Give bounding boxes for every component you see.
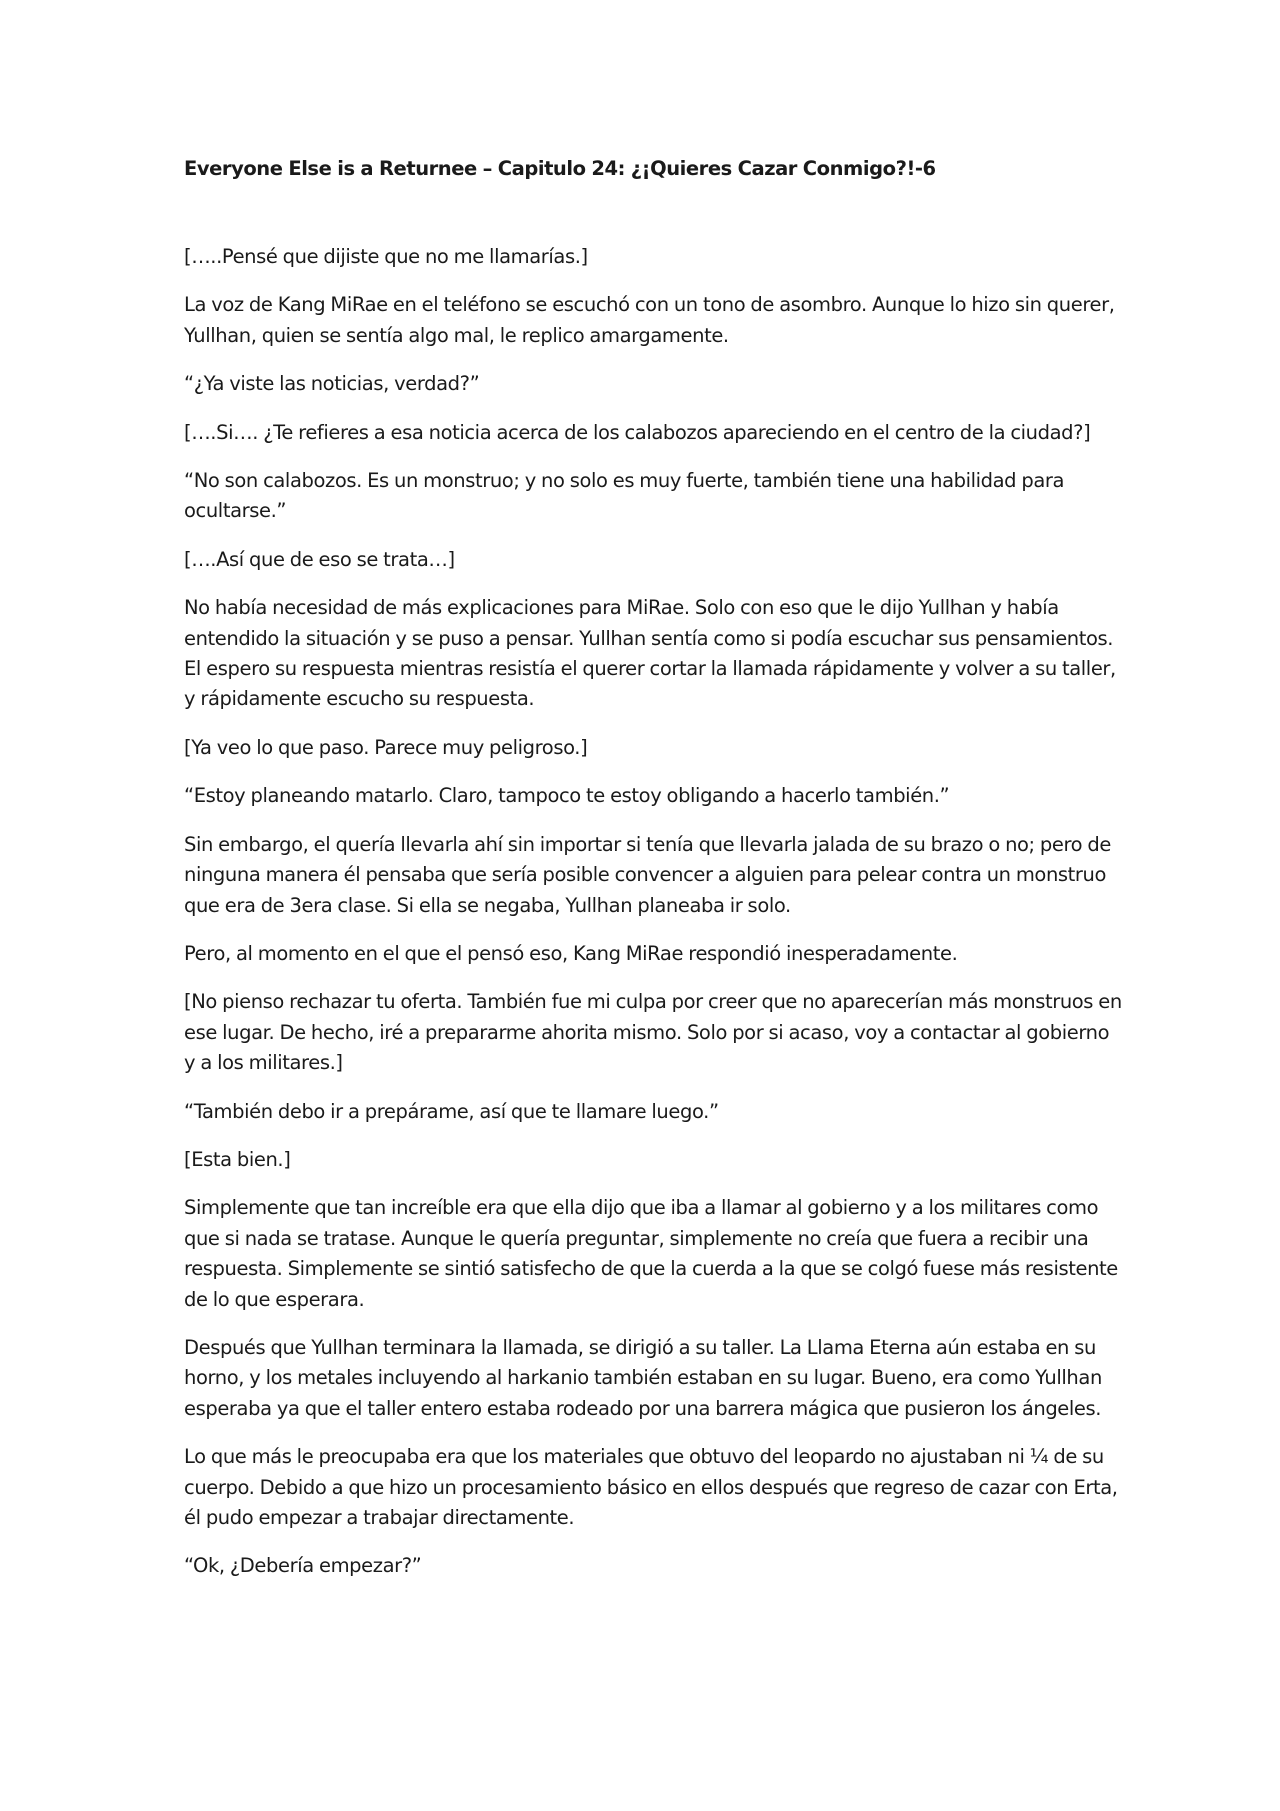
paragraph: […..Pensé que dijiste que no me llamarías.] <box>184 245 588 268</box>
paragraph: No había necesidad de más explicaciones para MiRae. Solo con eso que le dijo Yullhan y había entendido la situación y se puso a pensar. Yullhan sentía como si podía escuchar sus pensamientos. El espero su respuesta mientras resistía el querer cortar la llamada rápidamente y volver a su taller, y rápidamente escucho su respuesta. <box>184 596 1116 711</box>
paragraph: “También debo ir a prepárame, así que te llamare luego.” <box>184 1099 719 1123</box>
paragraph: Simplemente que tan increíble era que ella dijo que iba a llamar al gobierno y a los militares como que si nada se tratase. Aunque le quería preguntar, simplemente no creía que fuera a recibir una respuesta. Simplemente se sintió satisfecho de que la cuerda a la que se colgó fuese más resistente de lo que esperara. <box>184 1196 1118 1311</box>
paragraph: [Ya veo lo que paso. Parece muy peligroso.] <box>184 735 588 759</box>
paragraph: “Estoy planeando matarlo. Claro, tampoco te estoy obligando a hacerlo también.” <box>184 784 950 808</box>
paragraph: [….Así que de eso se trata…] <box>184 547 455 571</box>
paragraph: Pero, al momento en el que el pensó eso, Kang MiRae respondió inesperadamente. <box>184 941 958 965</box>
document-page <box>184 154 1124 1600</box>
paragraph: “No son calabozos. Es un monstruo; y no solo es muy fuerte, también tiene una habilidad para ocultarse.” <box>184 469 1065 523</box>
paragraph: Lo que más le preocupaba era que los materiales que obtuvo del leopardo no ajustaban ni ¼ de su cuerpo. Debido a que hizo un procesamiento básico en ellos después que regreso de cazar con Erta, él pudo empezar a trabajar directamente. <box>184 1445 1118 1529</box>
document-title: Everyone Else is a Returnee – Capitulo 24: ¿¡Quieres Cazar Conmigo?!-6 <box>184 157 936 180</box>
paragraph: [Esta bien.] <box>184 1147 291 1171</box>
paragraph: La voz de Kang MiRae en el teléfono se escuchó con un tono de asombro. Aunque lo hizo sin querer, Yullhan, quien se sentía algo mal, le replico amargamente. <box>184 293 1115 347</box>
paragraph: “Ok, ¿Debería empezar?” <box>184 1554 422 1578</box>
paragraph: [….Si…. ¿Te refieres a esa noticia acerca de los calabozos apareciendo en el centro de la ciudad?] <box>184 420 1091 444</box>
paragraph: “¿Ya viste las noticias, verdad?” <box>184 372 480 396</box>
paragraph: Sin embargo, el quería llevarla ahí sin importar si tenía que llevarla jalada de su brazo o no; pero de ninguna manera él pensaba que sería posible convencer a alguien para pelear contra un monstruo que era de 3era clase. Si ella se negaba, Yullhan planeaba ir solo. <box>184 832 1111 917</box>
paragraph: [No pienso rechazar tu oferta. También fue mi culpa por creer que no aparecerían más monstruos en ese lugar. De hecho, iré a prepararme ahorita mismo. Solo por si acaso, voy a contactar al gobierno y a los militares.] <box>184 990 1122 1075</box>
paragraph: Después que Yullhan terminara la llamada, se dirigió a su taller. La Llama Eterna aún estaba en su horno, y los metales incluyendo al harkanio también estaban en su lugar. Bueno, era como Yullhan esperaba ya que el taller entero estaba rodeado por una barrera mágica que pusieron los ángeles. <box>184 1335 1102 1420</box>
